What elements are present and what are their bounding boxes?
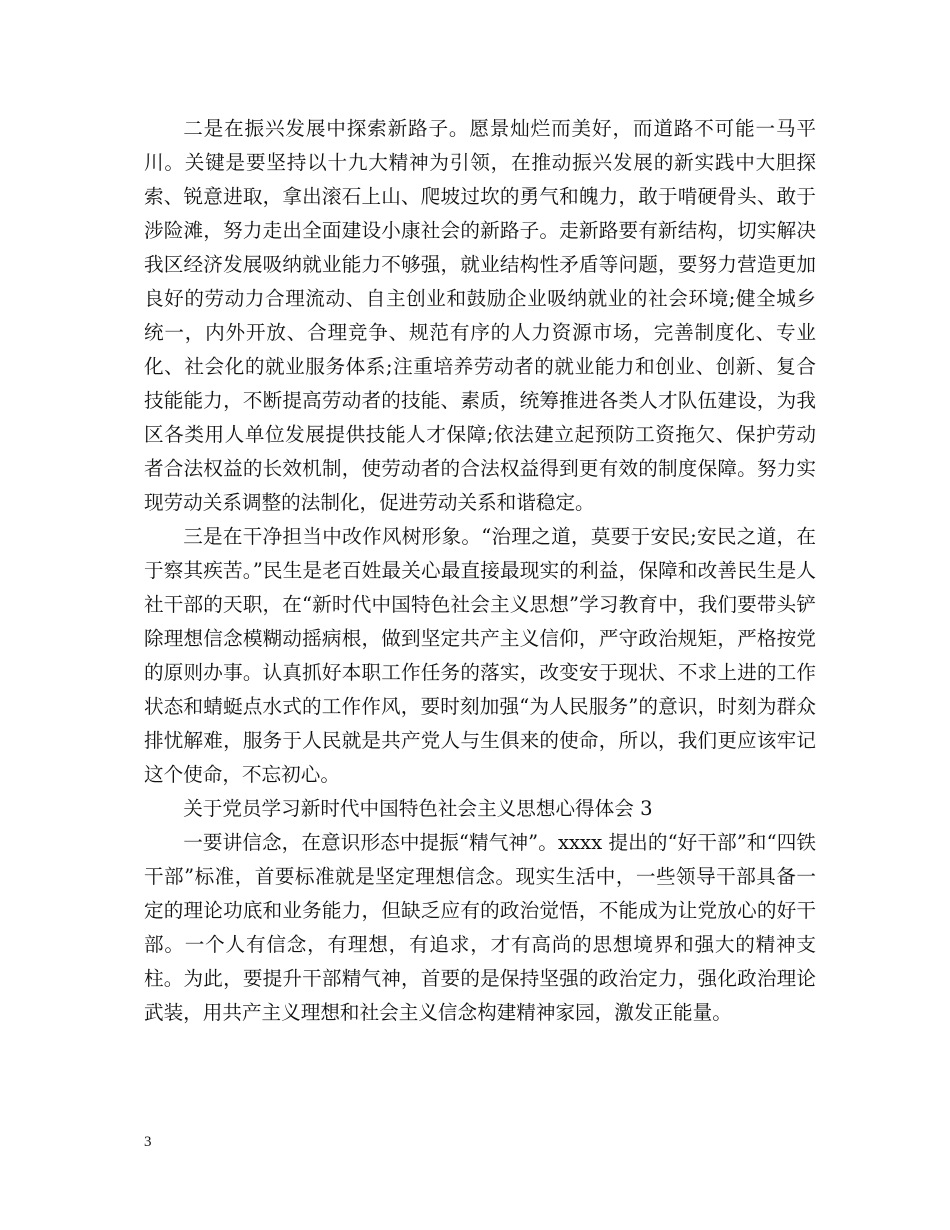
document-body	[144, 112, 816, 1030]
paragraph-explore-new-path: 二是在振兴发展中探索新路子。愿景灿烂而美好，而道路不可能一马平川。关键是要坚持以十九大精神为引领，在推动振兴发展的新实践中大胆探索、锐意进取，拿出滚石上山、爬坡过坎的勇气和魄力，敢于啃硬骨头、敢于涉险滩，努力走出全面建设小康社会的新路子。走新路要有新结构，切实解决我区经济发展吸纳就业能力不够强，就业结构性矛盾等问题，要努力营造更加良好的劳动力合理流动、自主创业和鼓励企业吸纳就业的社会环境;健全城乡统一，内外开放、合理竞争、规范有序的人力资源市场，完善制度化、专业化、社会化的就业服务体系;注重培养劳动者的就业能力和创业、创新、复合技能能力，不断提高劳动者的技能、素质，统筹推进各类人才队伍建设，为我区各类用人单位发展提供技能人才保障;依法建立起预防工资拖欠、保护劳动者合法权益的长效机制，使劳动者的合法权益得到更有效的制度保障。努力实现劳动关系调整的法制化，促进劳动关系和谐稳定。	[144, 117, 816, 514]
paragraph-improve-work-style: 三是在干净担当中改作风树形象。“治理之道，莫要于安民;安民之道，在于察其疾苦。”民生是老百姓最关心最直接最现实的利益，保障和改善民生是人社干部的天职，在“新时代中国特色社会主义思想”学习教育中，我们要带头铲除理想信念模糊动摇病根，做到坚定共产主义信仰，严守政治规矩，严格按党的原则办事。认真抓好本职工作任务的落实，改变安于现状、不求上进的工作状态和蜻蜓点水式的工作作风，要时刻加强“为人民服务”的意识，时刻为群众排忧解难，服务于人民就是共产党人与生俱来的使命，所以，我们更应该牢记这个使命，不忘初心。	[144, 525, 816, 786]
section-title: 关于党员学习新时代中国特色社会主义思想心得体会 3	[183, 797, 653, 820]
paragraph-belief: 一要讲信念，在意识形态中提振“精气神”。xxxx 提出的“好干部”和“四铁干部”标准，首要标准就是坚定理想信念。现实生活中，一些领导干部具备一定的理论功底和业务能力，但缺乏应有的政治觉悟，不能成为让党放心的好干部。一个人有信念，有理想，有追求，才有高尚的思想境界和强大的精神支柱。为此，要提升干部精气神，首要的是保持坚强的政治定力，强化政治理论武装，用共产主义理想和社会主义信念构建精神家园，激发正能量。	[144, 831, 816, 1024]
page-number: 3	[144, 1134, 152, 1150]
